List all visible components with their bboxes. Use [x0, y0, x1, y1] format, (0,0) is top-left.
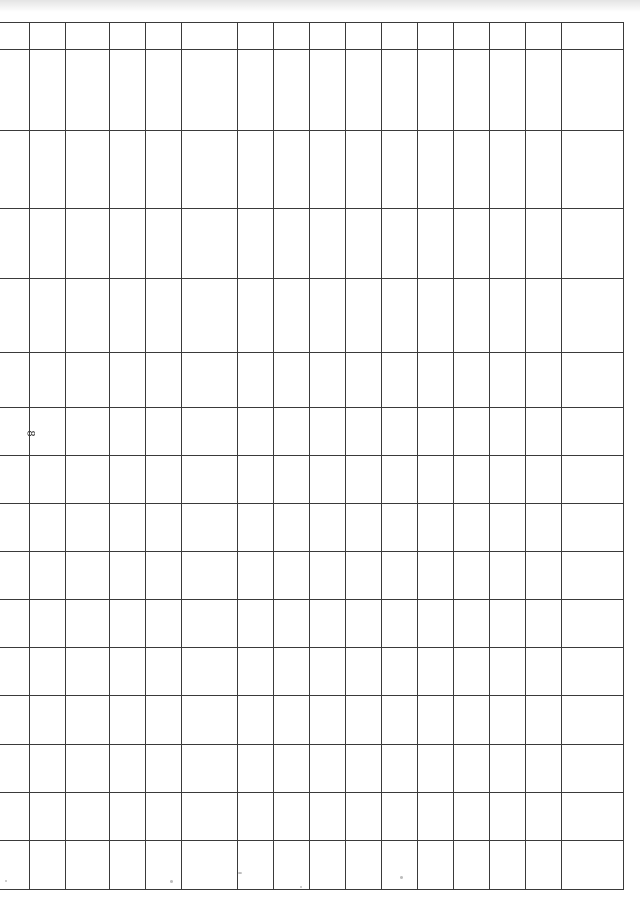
table-cell	[346, 600, 382, 648]
table-body	[0, 23, 624, 890]
table-cell	[454, 352, 490, 407]
table-cell	[30, 23, 66, 50]
table-cell	[562, 696, 624, 744]
table-cell	[310, 455, 346, 503]
table-cell	[382, 552, 418, 600]
table-cell	[238, 278, 274, 352]
table-cell	[562, 131, 624, 209]
table-cell	[490, 696, 526, 744]
table-cell	[490, 648, 526, 696]
table-cell	[238, 600, 274, 648]
document-table-wrapper	[62, 22, 624, 890]
table-cell	[146, 131, 182, 209]
table-cell	[562, 407, 624, 455]
table-cell	[346, 552, 382, 600]
table-cell	[382, 278, 418, 352]
table-cell	[418, 407, 454, 455]
table-cell	[30, 455, 66, 503]
table-cell	[490, 455, 526, 503]
table-cell	[0, 209, 30, 279]
table-cell	[346, 455, 382, 503]
table-cell	[66, 744, 110, 792]
table-cell	[0, 49, 30, 131]
table-cell	[0, 352, 30, 407]
table-cell	[382, 352, 418, 407]
table-cell	[490, 840, 526, 889]
table-cell	[346, 209, 382, 279]
table-cell	[346, 49, 382, 131]
table-cell	[382, 840, 418, 889]
table-cell	[310, 278, 346, 352]
table-cell	[526, 131, 562, 209]
table-row	[310, 23, 346, 890]
table-cell	[454, 744, 490, 792]
table-cell	[146, 504, 182, 552]
table-cell	[110, 407, 146, 455]
table-cell	[346, 407, 382, 455]
table-cell	[110, 278, 146, 352]
table-cell	[454, 792, 490, 840]
table-row	[418, 23, 454, 890]
table-cell	[490, 600, 526, 648]
table-cell	[490, 352, 526, 407]
table-cell	[146, 600, 182, 648]
table-cell	[490, 792, 526, 840]
table-row	[66, 23, 110, 890]
table-cell	[30, 407, 66, 455]
table-cell	[454, 23, 490, 50]
table-cell	[30, 504, 66, 552]
table-cell	[562, 278, 624, 352]
table-cell	[526, 648, 562, 696]
table-cell	[182, 49, 238, 131]
table-cell	[238, 840, 274, 889]
table-cell	[382, 504, 418, 552]
table-cell	[274, 131, 310, 209]
table-cell	[146, 840, 182, 889]
table-cell	[110, 455, 146, 503]
table-cell	[346, 23, 382, 50]
table-cell	[526, 744, 562, 792]
table-cell	[0, 504, 30, 552]
table-cell	[454, 455, 490, 503]
table-row	[382, 23, 418, 890]
table-cell	[182, 131, 238, 209]
page-number: 8	[24, 430, 39, 437]
table-row	[238, 23, 274, 890]
table-cell	[346, 648, 382, 696]
table-row	[30, 23, 66, 890]
table-cell	[146, 352, 182, 407]
table-cell	[146, 23, 182, 50]
table-cell	[110, 792, 146, 840]
table-cell	[238, 552, 274, 600]
table-cell	[110, 648, 146, 696]
table-cell	[66, 504, 110, 552]
table-cell	[310, 600, 346, 648]
table-cell	[182, 552, 238, 600]
table-cell	[30, 352, 66, 407]
table-cell	[0, 840, 30, 889]
table-cell	[562, 744, 624, 792]
table-cell	[310, 23, 346, 50]
table-cell	[454, 209, 490, 279]
table-cell	[30, 744, 66, 792]
table-cell	[526, 352, 562, 407]
table-cell	[146, 278, 182, 352]
table-cell	[110, 131, 146, 209]
table-cell	[526, 209, 562, 279]
table-cell	[66, 407, 110, 455]
table-cell	[418, 209, 454, 279]
table-cell	[110, 504, 146, 552]
table-cell	[274, 504, 310, 552]
table-cell	[418, 840, 454, 889]
table-cell	[146, 49, 182, 131]
table-row	[146, 23, 182, 890]
table-cell	[274, 648, 310, 696]
table-cell	[182, 352, 238, 407]
table-cell	[66, 552, 110, 600]
table-cell	[30, 648, 66, 696]
table-cell	[562, 792, 624, 840]
table-cell	[238, 131, 274, 209]
table-cell	[182, 23, 238, 50]
table-cell	[146, 792, 182, 840]
table-cell	[182, 648, 238, 696]
table-cell	[490, 209, 526, 279]
table-cell	[418, 504, 454, 552]
table-cell	[146, 209, 182, 279]
table-cell	[454, 49, 490, 131]
table-cell	[526, 455, 562, 503]
table-cell	[66, 840, 110, 889]
table-cell	[0, 744, 30, 792]
table-cell	[66, 23, 110, 50]
table-cell	[0, 696, 30, 744]
table-cell	[526, 840, 562, 889]
table-row	[490, 23, 526, 890]
table-cell	[66, 792, 110, 840]
table-cell	[562, 23, 624, 50]
table-cell	[490, 131, 526, 209]
table-cell	[562, 648, 624, 696]
table-cell	[30, 49, 66, 131]
table-cell	[418, 552, 454, 600]
table-cell	[110, 744, 146, 792]
table-cell	[66, 648, 110, 696]
table-cell	[562, 455, 624, 503]
table-cell	[30, 552, 66, 600]
table-cell	[146, 407, 182, 455]
table-cell	[382, 600, 418, 648]
table-cell	[310, 209, 346, 279]
table-cell	[346, 131, 382, 209]
table-cell	[110, 23, 146, 50]
table-cell	[274, 23, 310, 50]
table-cell	[0, 552, 30, 600]
table-cell	[418, 352, 454, 407]
table-cell	[418, 131, 454, 209]
table-cell	[562, 552, 624, 600]
table-cell	[382, 696, 418, 744]
table-cell	[454, 504, 490, 552]
table-cell	[238, 504, 274, 552]
table-cell	[274, 840, 310, 889]
table-cell	[346, 840, 382, 889]
table-cell	[310, 407, 346, 455]
table-cell	[382, 455, 418, 503]
table-cell	[110, 552, 146, 600]
table-cell	[0, 131, 30, 209]
table-cell	[146, 455, 182, 503]
table-cell	[0, 407, 30, 455]
table-cell	[146, 696, 182, 744]
table-cell	[346, 696, 382, 744]
table-cell	[182, 278, 238, 352]
table-cell	[274, 744, 310, 792]
table-cell	[110, 840, 146, 889]
table-cell	[526, 552, 562, 600]
table-cell	[454, 131, 490, 209]
table-cell	[30, 696, 66, 744]
table-row	[526, 23, 562, 890]
table-cell	[274, 600, 310, 648]
table-cell	[526, 407, 562, 455]
table-cell	[66, 278, 110, 352]
table-cell	[454, 840, 490, 889]
table-cell	[66, 49, 110, 131]
table-row	[346, 23, 382, 890]
table-cell	[274, 792, 310, 840]
table-cell	[346, 278, 382, 352]
table-cell	[110, 600, 146, 648]
table-cell	[182, 744, 238, 792]
table-cell	[346, 744, 382, 792]
scan-edge-shadow	[0, 0, 640, 12]
table-cell	[562, 600, 624, 648]
table-cell	[346, 352, 382, 407]
table-cell	[274, 352, 310, 407]
table-cell	[182, 792, 238, 840]
table-cell	[0, 600, 30, 648]
table-cell	[66, 131, 110, 209]
table-cell	[274, 407, 310, 455]
table-cell	[0, 648, 30, 696]
table-cell	[310, 744, 346, 792]
table-cell	[30, 278, 66, 352]
table-cell	[274, 209, 310, 279]
table-cell	[274, 49, 310, 131]
table-cell	[382, 407, 418, 455]
table-cell	[30, 600, 66, 648]
table-cell	[238, 696, 274, 744]
table-cell	[238, 49, 274, 131]
table-cell	[182, 407, 238, 455]
table-cell	[238, 209, 274, 279]
table-cell	[274, 552, 310, 600]
table-cell	[238, 455, 274, 503]
table-cell	[454, 552, 490, 600]
table-cell	[30, 792, 66, 840]
table-cell	[382, 23, 418, 50]
table-cell	[238, 648, 274, 696]
table-cell	[418, 49, 454, 131]
table-cell	[382, 744, 418, 792]
table-cell	[454, 407, 490, 455]
table-cell	[310, 840, 346, 889]
table-cell	[182, 696, 238, 744]
table-cell	[238, 352, 274, 407]
table-cell	[238, 792, 274, 840]
table-cell	[526, 600, 562, 648]
table-cell	[382, 792, 418, 840]
table-cell	[526, 504, 562, 552]
table-cell	[182, 504, 238, 552]
table-cell	[310, 49, 346, 131]
tariff-table	[0, 22, 624, 890]
table-cell	[310, 648, 346, 696]
table-cell	[110, 49, 146, 131]
table-cell	[182, 600, 238, 648]
table-cell	[382, 648, 418, 696]
table-cell	[0, 23, 30, 50]
table-row	[182, 23, 238, 890]
table-cell	[310, 696, 346, 744]
table-cell	[238, 744, 274, 792]
table-cell	[526, 792, 562, 840]
table-cell	[346, 504, 382, 552]
table-cell	[454, 648, 490, 696]
table-cell	[418, 23, 454, 50]
table-cell	[454, 696, 490, 744]
table-cell	[274, 455, 310, 503]
table-cell	[0, 792, 30, 840]
table-cell	[454, 278, 490, 352]
table-cell	[418, 455, 454, 503]
table-cell	[526, 278, 562, 352]
table-cell	[310, 131, 346, 209]
table-cell	[238, 407, 274, 455]
table-cell	[30, 840, 66, 889]
table-cell	[110, 209, 146, 279]
table-cell	[454, 600, 490, 648]
table-cell	[382, 49, 418, 131]
table-cell	[526, 696, 562, 744]
table-cell	[0, 278, 30, 352]
table-cell	[66, 352, 110, 407]
table-cell	[146, 744, 182, 792]
table-cell	[418, 278, 454, 352]
table-cell	[30, 209, 66, 279]
table-cell	[562, 49, 624, 131]
table-cell	[490, 552, 526, 600]
table-row	[562, 23, 624, 890]
table-cell	[274, 278, 310, 352]
table-cell	[418, 744, 454, 792]
table-cell	[0, 455, 30, 503]
table-cell	[310, 352, 346, 407]
table-cell	[182, 455, 238, 503]
table-cell	[382, 209, 418, 279]
table-cell	[418, 600, 454, 648]
table-cell	[30, 131, 66, 209]
table-cell	[382, 131, 418, 209]
table-cell	[66, 600, 110, 648]
table-cell	[274, 696, 310, 744]
table-cell	[310, 504, 346, 552]
table-cell	[418, 648, 454, 696]
table-cell	[310, 792, 346, 840]
table-cell	[490, 744, 526, 792]
table-cell	[238, 23, 274, 50]
table-cell	[110, 352, 146, 407]
table-cell	[562, 352, 624, 407]
table-cell	[66, 455, 110, 503]
table-cell	[490, 504, 526, 552]
table-cell	[346, 792, 382, 840]
table-row	[110, 23, 146, 890]
table-cell	[490, 23, 526, 50]
table-row	[0, 23, 30, 890]
table-cell	[182, 840, 238, 889]
table-cell	[182, 209, 238, 279]
table-cell	[562, 504, 624, 552]
table-cell	[66, 696, 110, 744]
table-cell	[490, 49, 526, 131]
table-cell	[418, 792, 454, 840]
table-cell	[310, 552, 346, 600]
table-cell	[562, 209, 624, 279]
table-cell	[562, 840, 624, 889]
table-cell	[526, 49, 562, 131]
table-cell	[526, 23, 562, 50]
table-cell	[490, 278, 526, 352]
table-cell	[146, 648, 182, 696]
table-cell	[146, 552, 182, 600]
table-row	[454, 23, 490, 890]
table-cell	[490, 407, 526, 455]
table-cell	[66, 209, 110, 279]
table-cell	[418, 696, 454, 744]
table-cell	[110, 696, 146, 744]
table-row	[274, 23, 310, 890]
